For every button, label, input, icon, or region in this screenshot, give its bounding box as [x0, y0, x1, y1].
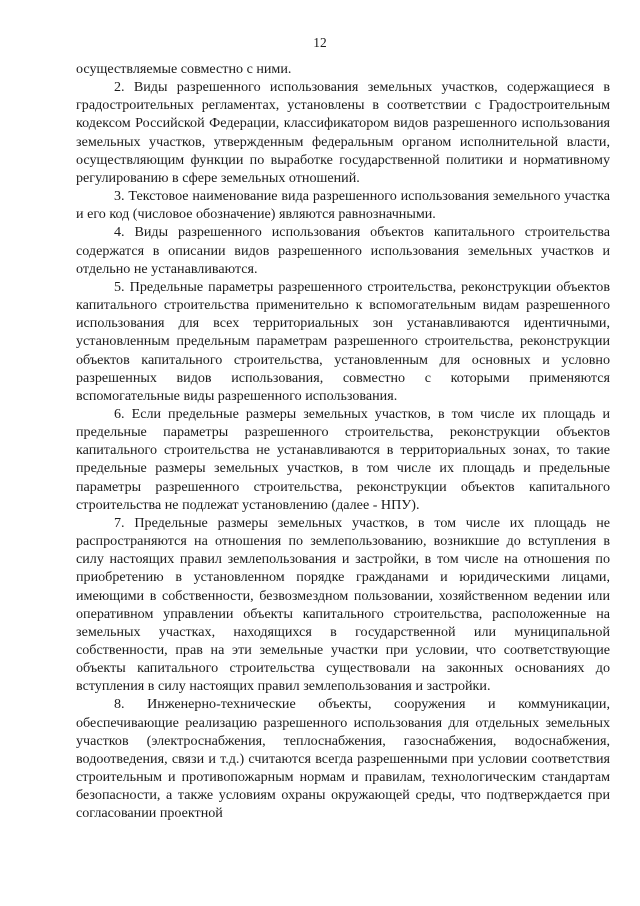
paragraph-2: 2. Виды разрешенного использования земельных участков, содержащиеся в градостроительных регламентах, установлены в соответствии с Градостроительным кодексом Российской Федерации, классификатором видов разрешенного использования земельных участков, утвержденным федеральным органом исполнительной власти, осуществляющим функции по выработке государственной политики и нормативному регулированию в сфере земельных отношений.: [76, 79, 610, 186]
paragraph-4: 4. Виды разрешенного использования объектов капитального строительства содержатся в описании видов разрешенного использования земельных участков и отдельно не устанавливаются.: [76, 224, 610, 277]
paragraph-7: 7. Предельные размеры земельных участков, в том числе их площадь не распространяются на отношения по землепользованию, возникшие до вступления в силу настоящих правил землепользования и застройки, в том числе на отношения по приобретению в установленном порядке гражданами и юридическими лицами, имеющими в собственности, безвозмездном пользовании, хозяйственном ведении или оперативном управлении объекты капитального строительства, расположенные на земельных участках, находящихся в государственной или муниципальной собственности, прав на эти земельные участки при условии, что соответствующие объекты капитального строительства существовали на законных основаниях до вступления в силу настоящих правил землепользования и застройки.: [76, 514, 610, 695]
paragraph-8: 8. Инженерно-технические объекты, сооружения и коммуникации, обеспечивающие реализацию разрешенного использования для отдельных земельных участков (электроснабжения, теплоснабжения, газоснабжения, водоснабжения, водоотведения, связи и т.д.) считаются всегда разрешенными при условии соответствия строительным и противопожарным нормам и правилам, технологическим стандартам безопасности, а также условиям охраны окружающей среды, что подтверждается при согласовании проектной: [76, 696, 610, 822]
paragraph-continuation: осуществляемые совместно с ними.: [76, 61, 292, 77]
paragraph-3: 3. Текстовое наименование вида разрешенного использования земельного участка и его код (числовое обозначение) являются равнозначными.: [76, 188, 610, 223]
page-number: 12: [313, 35, 327, 50]
document-body: [76, 60, 610, 823]
paragraph-5: 5. Предельные параметры разрешенного строительства, реконструкции объектов капитального строительства применительно к вспомогательным видам разрешенного использования для всех территориальных зон устанавливаются идентичными, установленным предельным параметрам разрешенного строительства, реконструкции объектов капитального строительства, установленным для основных и условно разрешенных видов использования, совместно с которыми применяются вспомогательные виды разрешенного использования.: [76, 278, 610, 404]
paragraph-6: 6. Если предельные размеры земельных участков, в том числе их площадь и предельные параметры разрешенного строительства, реконструкции объектов капитального строительства не устанавливаются в территориальных зонах, то такие предельные размеры земельных участков, в том числе их площадь и предельные параметры разрешенного строительства, реконструкции объектов капитального строительства не подлежат установлению (далее - НПУ).: [76, 405, 610, 513]
